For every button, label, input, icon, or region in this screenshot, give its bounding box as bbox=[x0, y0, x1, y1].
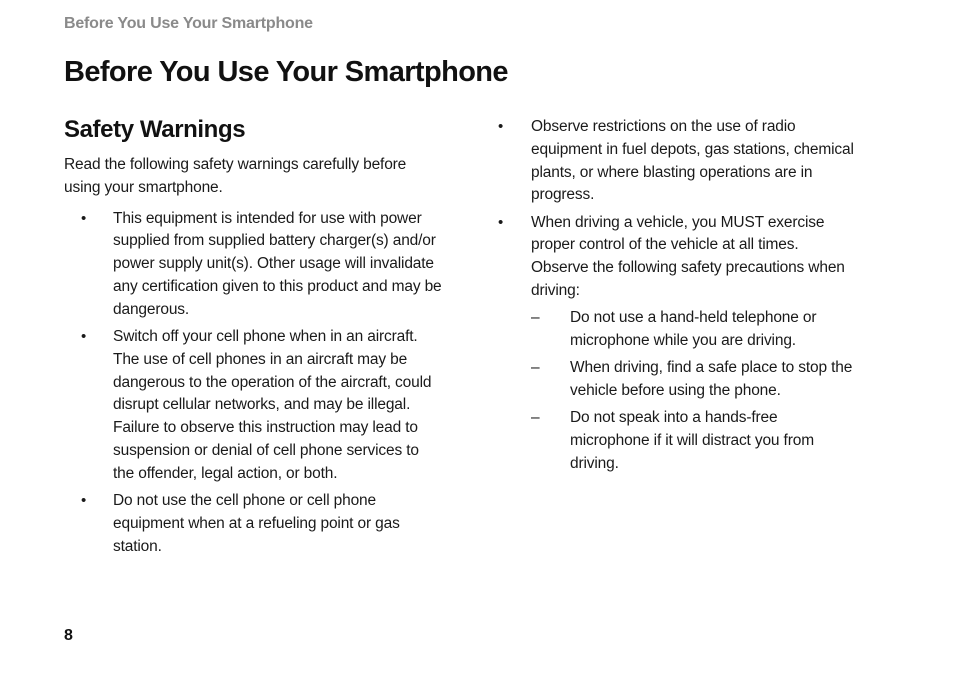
running-header: Before You Use Your Smartphone bbox=[64, 15, 313, 32]
bullet-icon: • bbox=[81, 328, 87, 346]
safety-warnings-list-right bbox=[498, 116, 858, 475]
dash-icon: – bbox=[531, 308, 540, 326]
list-item bbox=[64, 490, 444, 558]
section-title: Safety Warnings bbox=[64, 116, 246, 143]
list-item-text: This equipment is intended for use with power supplied from supplied battery charger(s) and/or power supply unit(s). Other usage will invalidate any certification given to this product and may be dangerous. bbox=[113, 209, 442, 318]
bullet-icon: • bbox=[81, 492, 87, 510]
list-item bbox=[64, 326, 444, 486]
list-item-text: Switch off your cell phone when in an aircraft. The use of cell phones in an aircraft may be dangerous to the operation of the aircraft, could disrupt cellular networks, and may be illegal. Failure to observe this instruction may lead to suspension or denial of cell phone services to the offender, legal action, or both. bbox=[113, 328, 432, 482]
bullet-icon: • bbox=[498, 118, 504, 135]
list-item bbox=[498, 116, 858, 207]
dash-icon: – bbox=[531, 358, 540, 376]
driving-precautions-list bbox=[531, 307, 858, 476]
bullet-icon: • bbox=[498, 213, 504, 231]
page-title: Before You Use Your Smartphone bbox=[64, 56, 508, 88]
sub-list-item-text: Do not speak into a hands-free microphone if it will distract you from driving. bbox=[570, 409, 814, 472]
dash-icon: – bbox=[531, 409, 540, 427]
sub-list-item-text: When driving, find a safe place to stop the vehicle before using the phone. bbox=[570, 358, 853, 399]
sub-list-item bbox=[531, 357, 858, 403]
right-column bbox=[498, 116, 858, 480]
list-item-text: When driving a vehicle, you MUST exercise proper control of the vehicle at all times. Observe the following safety precautions when driving: bbox=[531, 213, 845, 300]
intro-paragraph: Read the following safety warnings carefully before using your smartphone. bbox=[64, 156, 407, 196]
list-item bbox=[64, 208, 444, 322]
safety-warnings-list-left bbox=[64, 208, 444, 559]
list-item-text: Observe restrictions on the use of radio equipment in fuel depots, gas stations, chemical plants, or where blasting operations are in progress. bbox=[531, 118, 854, 204]
bullet-icon: • bbox=[81, 209, 87, 227]
list-item bbox=[498, 212, 858, 476]
sub-list-item-text: Do not use a hand-held telephone or microphone while you are driving. bbox=[570, 308, 817, 349]
page-number: 8 bbox=[64, 627, 73, 644]
left-column bbox=[64, 113, 444, 563]
sub-list-item bbox=[531, 307, 858, 353]
list-item-text: Do not use the cell phone or cell phone equipment when at a refueling point or gas station. bbox=[113, 492, 400, 555]
sub-list-item bbox=[531, 407, 858, 475]
